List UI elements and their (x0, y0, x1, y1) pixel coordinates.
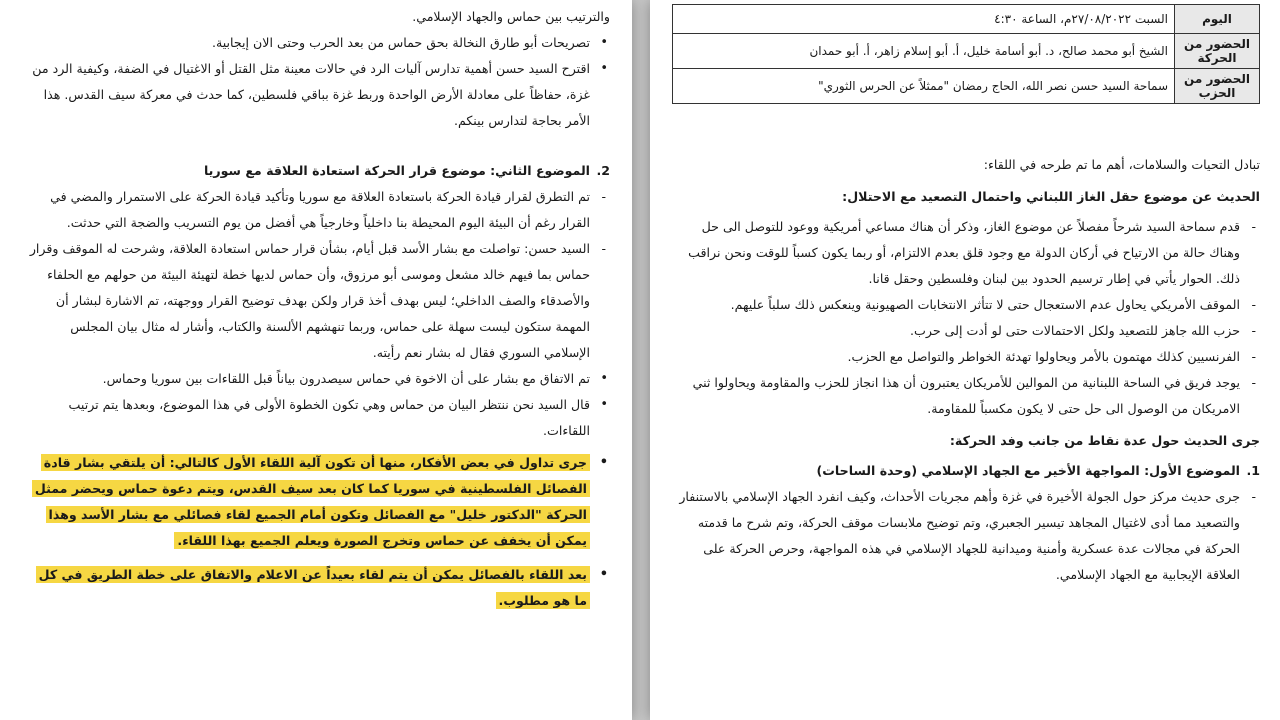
dash-item: - حزب الله جاهز للتصعيد ولكل الاحتمالات حتى لو أدت إلى حرب. (672, 318, 1260, 344)
meeting-info-table (672, 4, 1260, 104)
dash-item: - السيد حسن: تواصلت مع بشار الأسد قبل أيام، بشأن قرار حماس استعادة العلاقة، وشرحت له الموقف وقرار حماس بما فيهم خالد مشعل وموسى أبو مرزوق، وأن حماس لديها خطة لتهيئة البيئة من حولهم مع الحلفاء والأصدقاء والصف الداخلي؛ ليس بهدف أخذ قرار ولكن بهدف توضيح القرار ووجهته، تم الاشارة لبشار أن المهمة ستكون ليست سهلة على حماس، وربما تنهشهم الألسنة والكتاب، وأشار له مثال بيان المجلس الإسلامي السوري فقال له بشار نعم رأيته. (28, 236, 610, 366)
topic-heading (28, 158, 610, 184)
table-label: اليوم (1175, 5, 1260, 34)
bullet-item: • اقترح السيد حسن أهمية تدارس آليات الرد في حالات معينة مثل القتل أو الاغتيال في الضفة، وكيفية الرد من غزة، حفاظاً على معادلة الأرض الواحدة وربط غزة بباقي فلسطين، كما حدث في معركة سيف القدس. هذا الأمر بحاجة لتدارس بينكم. (28, 56, 610, 134)
dash-item: - الفرنسيين كذلك مهتمون بالأمر ويحاولوا تهدئة الخواطر والتواصل مع الحزب. (672, 344, 1260, 370)
topic-title: الموضوع الأول: المواجهة الأخير مع الجهاد الإسلامي (وحدة الساحات) (816, 463, 1240, 478)
bullet-item: • تم الاتفاق مع بشار على أن الاخوة في حماس سيصدرون بياناً قبل اللقاءات بين سوريا وحماس. (28, 366, 610, 392)
dash-item: - جرى حديث مركز حول الجولة الأخيرة في غزة وأهم مجريات الأحداث، وكيف انفرد الجهاد الإسلامي بالاستنفار والتصعيد مما أدى لاغتيال المجاهد تيسير الجعبري، وتم توضيح ملابسات موقف الحركة، وتم شرح ما قدمته الحركة في مجالات عدة عسكرية وأمنية وميدانية للجهاد الإسلامي في هذه المواجهة، وحرص الحركة على العلاقة الإيجابية مع الجهاد الإسلامي. (672, 484, 1260, 588)
topic-title: الموضوع الثاني: موضوع قرار الحركة استعادة العلاقة مع سوريا (203, 163, 590, 178)
highlighted-text: جرى تداول في بعض الأفكار، منها أن تكون آلية اللقاء الأول كالتالي: أن يلتقي بشار قادة الفصائل الفلسطينية في سوريا كما كان بعد سيف القدس، ويتم دعوة حماس ويحضر ممثل الحركة "الدكتور خليل" مع الفصائل وتكون أمام الجميع لقاء فصائلي مع بشار الأسد وهذا يمكن أن يخفف عن حماس وتخرج الصورة ويعلم الجميع بهذا اللقاء. (32, 454, 590, 549)
table-row (673, 5, 1260, 34)
table-value: سماحة السيد حسن نصر الله، الحاج رمضان "ممثلاً عن الحرس الثوري" (673, 69, 1175, 104)
table-label: الحضور من الحزب (1175, 69, 1260, 104)
topic-number: 2. (596, 163, 610, 178)
highlighted-bullet-item (28, 450, 610, 554)
dash-item: - الموقف الأمريكي يحاول عدم الاستعجال حتى لا تتأثر الانتخابات الصهيونية وينعكس ذلك سلباً عليهم. (672, 292, 1260, 318)
section-heading: الحديث عن موضوع حقل الغاز اللبناني واحتمال التصعيد مع الاحتلال: (842, 189, 1260, 204)
table-value: الشيخ أبو محمد صالح، د. أبو أسامة خليل، أ. أبو إسلام زاهر، أ. أبو حمدان (673, 34, 1175, 69)
dash-item: - تم التطرق لقرار قيادة الحركة باستعادة العلاقة مع سوريا وتأكيد قيادة الحركة على الاستمرار والمضي في القرار رغم أن البيئة اليوم المحيطة بنا داخلياً وخارجياً هي أفضل من يوم التسريب والضجة التي حدثت. (28, 184, 610, 236)
dash-item: - قدم سماحة السيد شرحاً مفصلاً عن موضوع الغاز، وذكر أن هناك مساعي أمريكية ووعود للتوصل الى حل وهناك حالة من الارتياح في أركان الدولة مع وجود قلق بعدم الالتزام، أو ربما يكون كسباً للوقت ونحن نراقب ذلك. الحوار يأتي في إطار ترسيم الحدود بين لبنان وفلسطين وحقل قانا. (672, 214, 1260, 292)
bullet-item: • تصريحات أبو طارق النخالة بحق حماس من بعد الحرب وحتى الان إيجابية. (28, 30, 610, 56)
highlighted-bullet-item (28, 562, 610, 614)
dash-item: - يوجد فريق في الساحة اللبنانية من الموالين للأمريكان يعتبرون أن هذا انجاز للحزب والمقاومة ويحاولوا ثني الامريكان من الوصول الى حل حتى لا يكون مكسباً للمقاومة. (672, 370, 1260, 422)
table-row (673, 34, 1260, 69)
bullet-item: • قال السيد نحن ننتظر البيان من حماس وهي تكون الخطوة الأولى في هذا الموضوع، وبعدها يتم ترتيب اللقاءات. (28, 392, 610, 444)
intro-text: تبادل التحيات والسلامات، أهم ما تم طرحه في اللقاء: (983, 157, 1260, 172)
highlighted-text: بعد اللقاء بالفصائل يمكن أن يتم لقاء بعيداً عن الاعلام والاتفاق على خطة الطريق في كل ما هو مطلوب. (36, 566, 590, 609)
topic-heading (672, 458, 1260, 484)
topic-number: 1. (1246, 463, 1260, 478)
document-page-left (0, 0, 632, 720)
section-heading: جرى الحديث حول عدة نقاط من جانب وفد الحركة: (949, 433, 1260, 448)
table-row (673, 69, 1260, 104)
text-line: والترتيب بين حماس والجهاد الإسلامي. (412, 9, 610, 24)
document-page-right (650, 0, 1280, 720)
table-value: السبت ٢٧/٠٨/٢٠٢٢م، الساعة ٤:٣٠ (673, 5, 1175, 34)
table-label: الحضور من الحركة (1175, 34, 1260, 69)
